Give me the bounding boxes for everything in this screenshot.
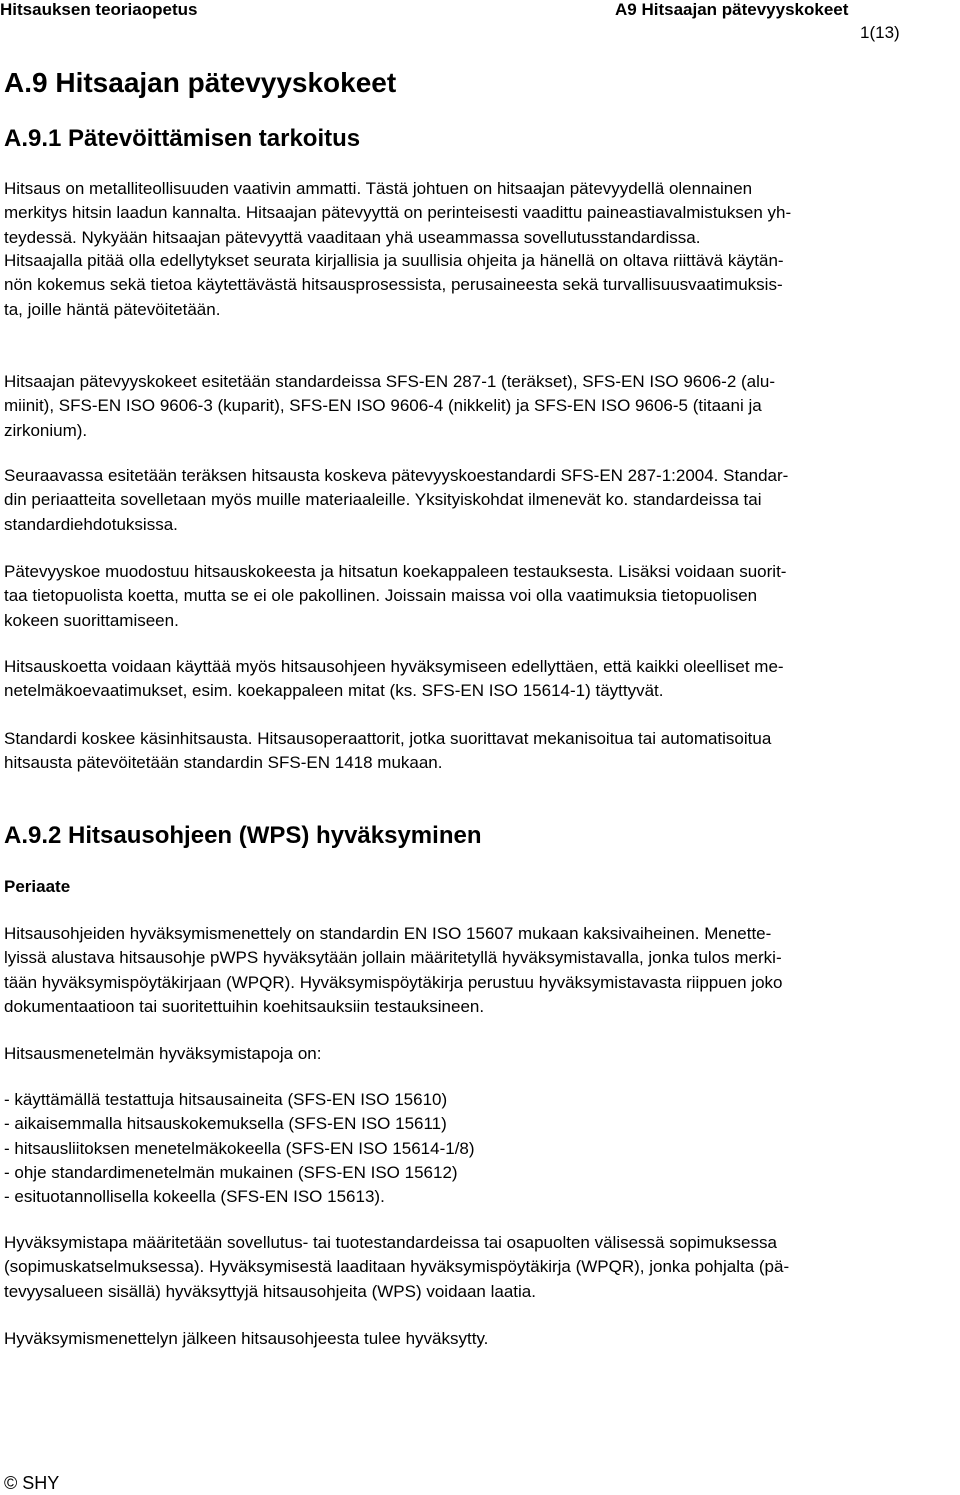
- text-line: netelmäkoevaatimukset, esim. koekappaleen mitat (ks. SFS-EN ISO 15614-1) täyttyvät.: [4, 681, 664, 701]
- text-line: taa tietopuolista koetta, mutta se ei ole pakollinen. Joissain maissa voi olla vaatimuksia tietopuolisen: [4, 586, 758, 606]
- page-title: A.9 Hitsaajan pätevyyskokeet: [4, 67, 397, 98]
- page-number: 1(13): [860, 23, 900, 42]
- list-item: - esituotannollisella kokeella (SFS-EN ISO 15613).: [4, 1187, 385, 1207]
- text-line: merkitys hitsin laadun kannalta. Hitsaajan pätevyyttä on perinteisesti vaadittu paineastiavalmistuksen yh-: [4, 203, 792, 223]
- text-line: tään hyväksymispöytäkirjaan (WPQR). Hyväksymispöytäkirja perustuu hyväksymistavasta riippuen joko: [4, 972, 783, 992]
- paragraph-wps-intro: [4, 922, 954, 1019]
- list-item: - ohje standardimenetelmän mukainen (SFS-EN ISO 15612): [4, 1162, 458, 1182]
- text-line: Hitsauskoetta voidaan käyttää myös hitsausohjeen hyväksymiseen edellyttäen, että kaikki oleelliset me-: [4, 657, 784, 676]
- text-line: tevyysalueen sisällä) hyväksyttyjä hitsausohjeita (WPS) voidaan laatia.: [4, 1281, 536, 1301]
- paragraph-steel-standard: [4, 464, 954, 537]
- text-line: Hitsausmenetelmän hyväksymistapoja on:: [4, 1044, 322, 1063]
- copyright-footer: © SHY: [4, 1473, 60, 1493]
- text-line: miinit), SFS-EN ISO 9606-3 (kuparit), SFS-EN ISO 9606-4 (nikkelit) ja SFS-EN ISO 9606-5 (titaani ja: [4, 396, 762, 416]
- subheading-principle: Periaate: [4, 877, 71, 896]
- text-line: Hitsaajalla pitää olla edellytykset seurata kirjallisia ja suullisia ohjeita ja hänellä on oltava riittävä käytän-: [4, 251, 784, 270]
- text-line: standardiehdotuksissa.: [4, 514, 178, 534]
- header-chapter-title: A9 Hitsaajan pätevyyskokeet: [615, 0, 849, 19]
- header-document-title: Hitsauksen teoriaopetus: [0, 0, 198, 19]
- text-line: din periaatteita sovelletaan myös muille materiaaleille. Yksityiskohdat ilmenevät ko. standardeissa tai: [4, 490, 762, 510]
- text-line: lyissä alustava hitsausohje pWPS hyväksytään jollain määritetyllä hyväksymistavalla, jonka tulos merki-: [4, 948, 782, 968]
- text-line: zirkonium).: [4, 420, 88, 440]
- text-line: dokumentaatioon tai suoritettuihin koehitsauksiin testauksineen.: [4, 996, 485, 1016]
- text-line: teydessä. Nykyään hitsaajan pätevyyttä vaaditaan yhä useammassa sovellutusstandardissa.: [4, 227, 701, 247]
- text-line: Hyväksymismenettelyn jälkeen hitsausohjeesta tulee hyväksytty.: [4, 1329, 489, 1348]
- paragraph-approval-method: [4, 1231, 954, 1304]
- paragraph-test-composition: [4, 560, 954, 633]
- text-line: Standardi koskee käsinhitsausta. Hitsausoperaattorit, jotka suorittavat mekanisoitua tai automatisoitua: [4, 729, 772, 748]
- methods-label: [4, 1042, 954, 1066]
- text-line: Hitsaajan pätevyyskokeet esitetään standardeissa SFS-EN 287-1 (teräkset), SFS-EN ISO 9606-2 (alu-: [4, 372, 776, 391]
- paragraph-intro: [4, 177, 954, 250]
- paragraph-standards: [4, 370, 954, 443]
- section-heading-1: A.9.1 Pätevöittämisen tarkoitus: [4, 125, 361, 152]
- paragraph-requirements: [4, 249, 954, 322]
- text-line: Hitsaus on metalliteollisuuden vaativin ammatti. Tästä johtuen on hitsaajan pätevyydellä olennainen: [4, 179, 753, 198]
- text-line: hitsausta pätevöitetään standardin SFS-EN 1418 mukaan.: [4, 753, 443, 773]
- paragraph-procedure-use: [4, 655, 954, 704]
- section-heading-2: A.9.2 Hitsausohjeen (WPS) hyväksyminen: [4, 822, 482, 849]
- list-item: - aikaisemmalla hitsauskokemuksella (SFS-EN ISO 15611): [4, 1114, 447, 1134]
- list-item: - käyttämällä testattuja hitsausaineita (SFS-EN ISO 15610): [4, 1090, 448, 1109]
- text-line: kokeen suorittamiseen.: [4, 610, 179, 630]
- list-item: - hitsausliitoksen menetelmäkokeella (SFS-EN ISO 15614-1/8): [4, 1138, 475, 1158]
- text-line: Pätevyyskoe muodostuu hitsauskokeesta ja hitsatun koekappaleen testauksesta. Lisäksi voidaan suorit-: [4, 562, 787, 581]
- text-line: Seuraavassa esitetään teräksen hitsausta koskeva pätevyyskoestandardi SFS-EN 287-1:2004. Standar-: [4, 466, 789, 485]
- paragraph-manual-welding: [4, 727, 954, 776]
- text-line: nön kokemus sekä tietoa käytettävästä hitsausprosessista, perusaineesta sekä turvallisuusvaatimuksis-: [4, 275, 783, 295]
- paragraph-final: [4, 1327, 954, 1351]
- text-line: Hitsausohjeiden hyväksymismenettely on standardin EN ISO 15607 mukaan kaksivaiheinen. Menette-: [4, 924, 772, 943]
- text-line: (sopimuskatselmuksessa). Hyväksymisestä laaditaan hyväksymispöytäkirja (WPQR), jonka pohjalta (pä-: [4, 1257, 790, 1277]
- methods-list: [4, 1088, 954, 1209]
- text-line: Hyväksymistapa määritetään sovellutus- tai tuotestandardeissa tai osapuolten välisessä sopimuksessa: [4, 1233, 777, 1252]
- text-line: ta, joille häntä pätevöitetään.: [4, 299, 221, 319]
